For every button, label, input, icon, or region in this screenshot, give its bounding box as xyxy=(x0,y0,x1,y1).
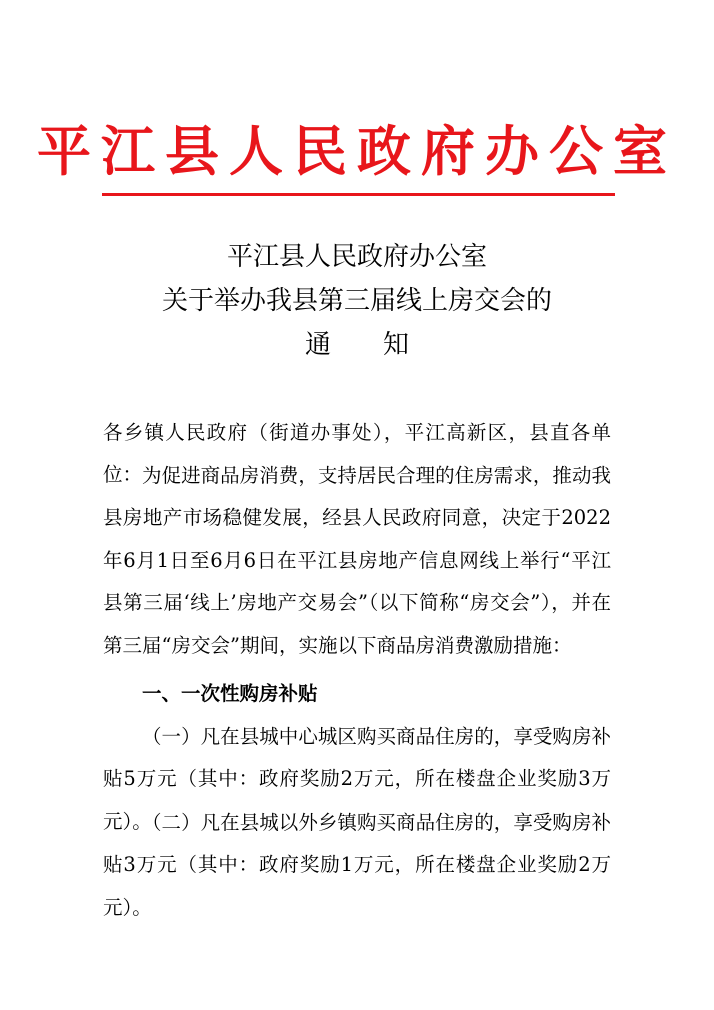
subsidy-item-1: （一）凡在县城中心城区购买商品住房的，享受购房补贴5万元（其中：政府奖励2万元，所在楼盘企业奖励3万元）。 xyxy=(103,725,611,833)
document-title-line-1: 平江县人民政府办公室 xyxy=(226,242,487,272)
body-paragraph: 为促进商品房消费，支持居民合理的住房需求，推动我县房地产市场稳健发展，经县人民政府同意，决定于2022年6月1日至6月6日在平江县房地产信息网线上举行“平江县第三届‘线上’房地产交易会”（以下简称“房交会”），并在第三届“房交会”期间，实施以下商品房消费激励措施： xyxy=(103,464,611,657)
red-separator-rule xyxy=(102,193,615,196)
title-word-tong: 通 xyxy=(304,330,331,360)
issuing-office-masthead: 平江县人民政府办公室 xyxy=(37,119,677,183)
document-title-line-3 xyxy=(0,330,714,360)
subsidy-item-2: （二）凡在县城以外乡镇购买商品住房的，享受购房补贴3万元（其中：政府奖励1万元，所在楼盘企业奖励2万元）。 xyxy=(103,811,611,919)
section-heading: 一、一次性购房补贴 xyxy=(142,682,318,705)
title-word-zhi: 知 xyxy=(383,330,410,360)
document-title-line-2: 关于举办我县第三届线上房交会的 xyxy=(161,286,552,316)
salutation: 各乡镇人民政府（街道办事处），平江高新区，县直各单位： xyxy=(103,421,611,487)
